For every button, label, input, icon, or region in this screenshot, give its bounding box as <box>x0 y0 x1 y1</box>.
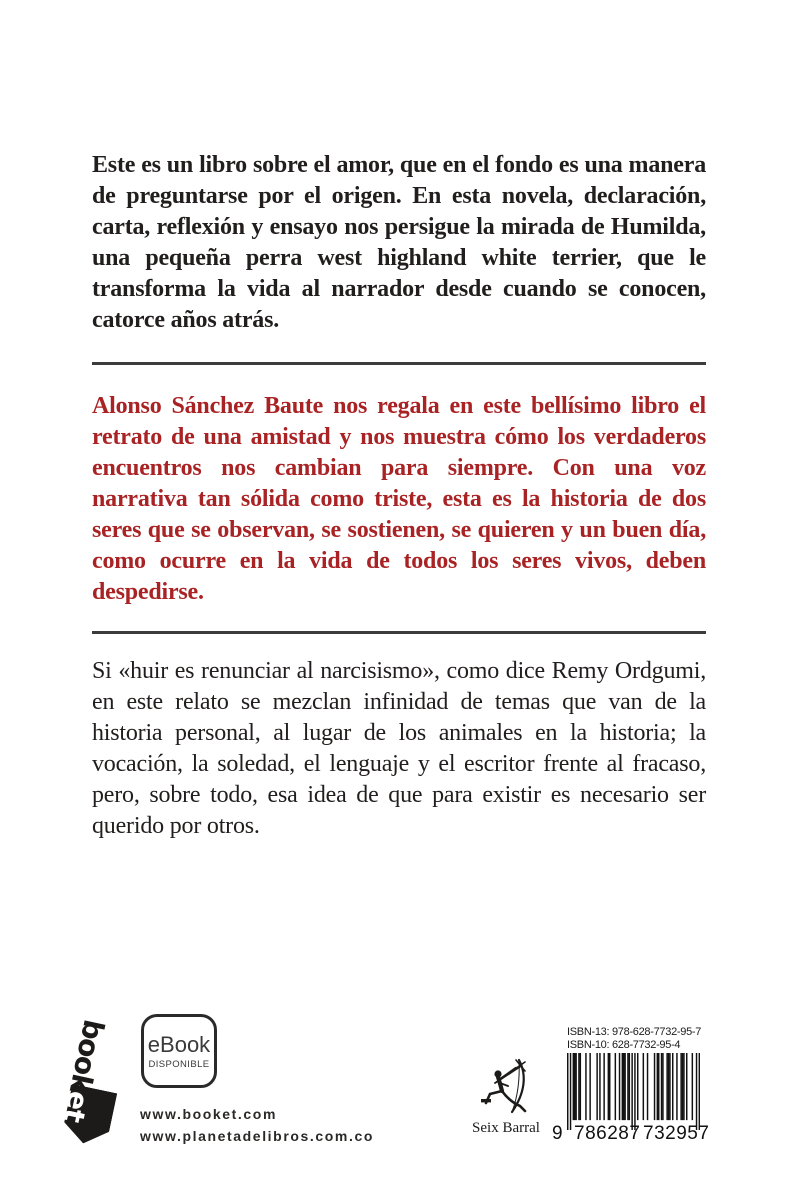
booket-logo-text-black: book <box>63 1016 111 1096</box>
synopsis-paragraph: Este es un libro sobre el amor, que en el fondo es una manera de preguntarse por el origen. En esta novela, declaración, carta, reflexión y ensayo nos persigue la mirada de Humilda, una pequeña perra west highland white terrier, que le transforma la vida al narrador desde cuando se conocen, catorce años atrás. <box>92 152 706 333</box>
publisher-name: Seix Barral <box>472 1120 540 1136</box>
booket-url: www.booket.com <box>140 1106 278 1122</box>
planetadelibros-url: www.planetadelibros.com.co <box>140 1127 375 1144</box>
booket-logo-text-white: et <box>56 1088 96 1125</box>
publisher-urls <box>140 1104 374 1147</box>
booket-logo <box>58 1018 138 1153</box>
barcode-digit-first: 9 <box>552 1123 563 1144</box>
ebook-badge-subtitle: DISPONIBLE <box>148 1058 210 1070</box>
ebook-available-badge <box>141 1014 217 1088</box>
archer-icon <box>480 1058 532 1116</box>
isbn-barcode-block <box>552 1026 717 1146</box>
ebook-badge-title: eBook <box>147 1031 211 1057</box>
seix-barral-logo <box>470 1058 542 1137</box>
review-paragraph: Si «huir es renunciar al narcisismo», como dice Remy Ordgumi, en este relato se mezclan infinidad de temas que van de la historia personal, al lugar de los animales en la historia; la vocación, la soledad, el lenguaje y el escritor frente al fracaso, pero, sobre todo, esa idea de que para existir es necesario ser querido por otros. <box>92 658 706 839</box>
barcode-digit-group1: 786287 <box>574 1123 641 1144</box>
divider-rule-bottom <box>92 631 706 634</box>
divider-rule-top <box>92 362 706 365</box>
isbn13-text: ISBN-13: 978-628-7732-95-7 <box>567 1026 702 1038</box>
ean13-barcode-icon <box>567 1053 700 1130</box>
publisher-blurb-paragraph: Alonso Sánchez Baute nos regala en este bellísimo libro el retrato de una amistad y nos muestra cómo los verdaderos encuentros nos cambian para siempre. Con una voz narrativa tan sólida como triste, esta es la historia de dos seres que se observan, se sostienen, se quieren y un buen día, como ocurre en la vida de todos los seres vivos, deben despedirse. <box>92 393 706 605</box>
isbn10-text: ISBN-10: 628-7732-95-4 <box>567 1039 681 1051</box>
barcode-digit-group2: 732957 <box>643 1123 710 1144</box>
